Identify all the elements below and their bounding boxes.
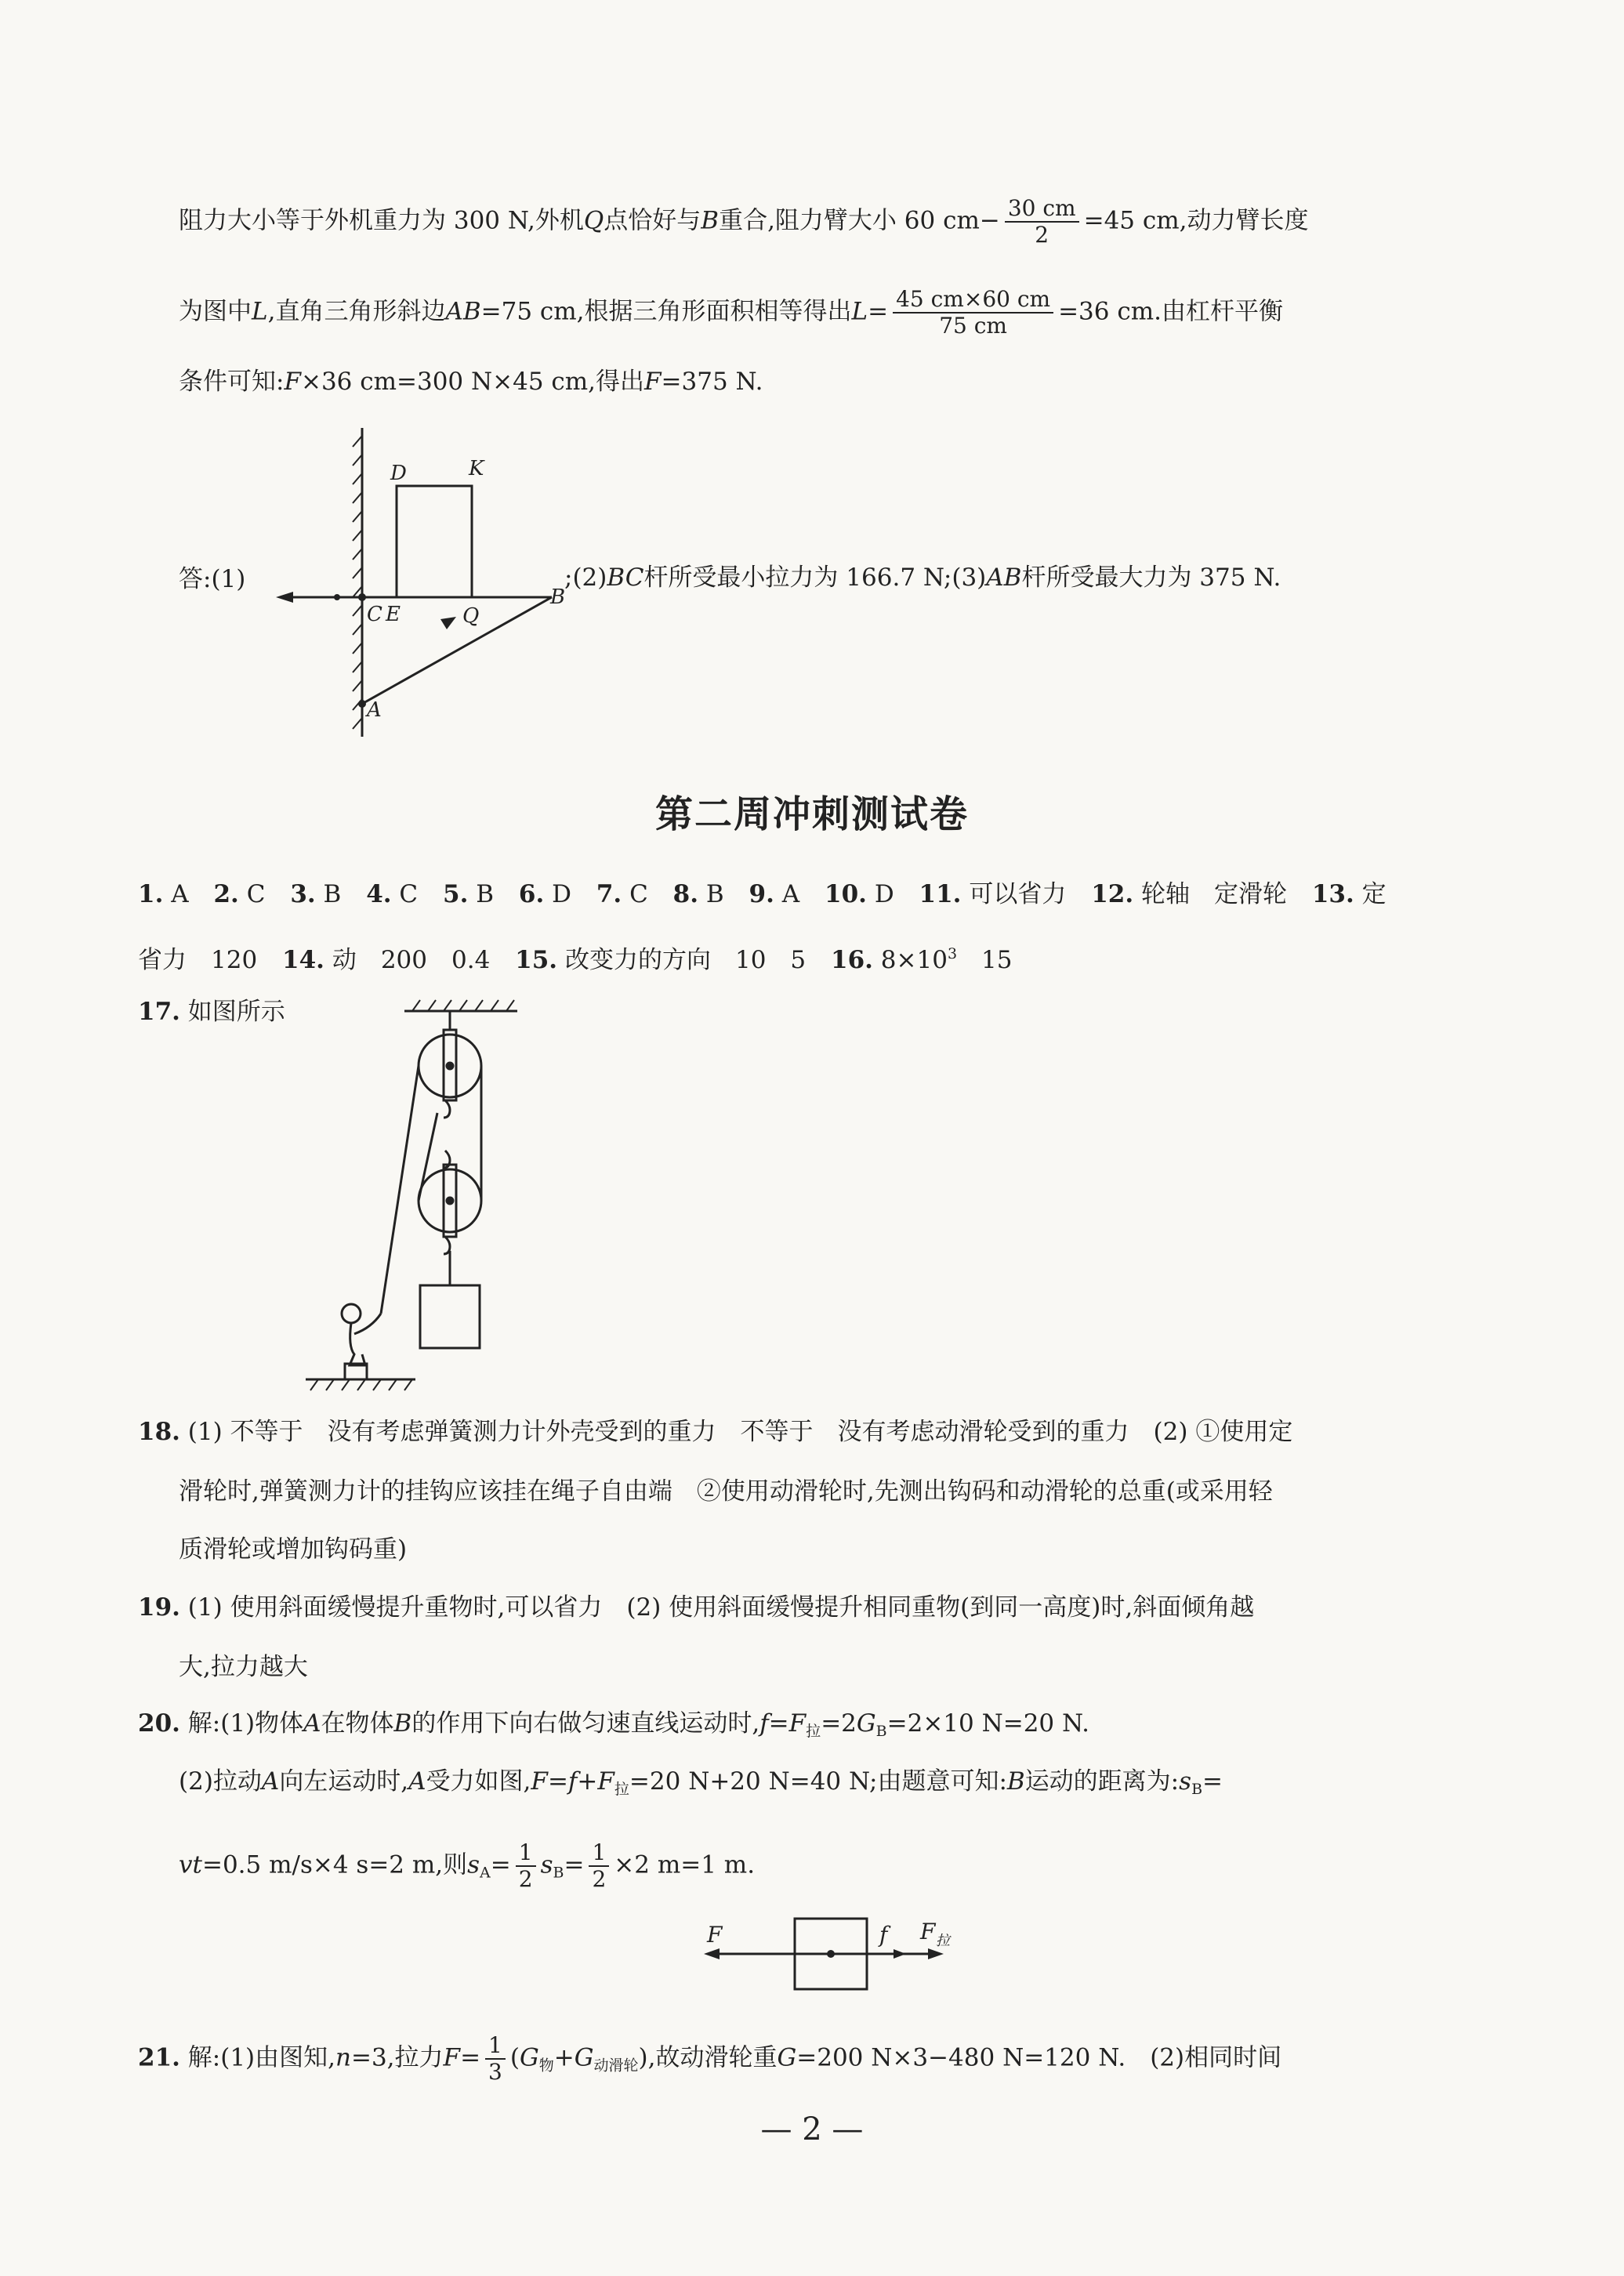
- q19-line-2: 大,拉力越大: [179, 1653, 308, 1681]
- label-Q: Q: [462, 604, 480, 628]
- text-line: 阻力大小等于外机重力为 300 N,外机Q点恰好与B重合,阻力臂大小 60 cm− $\frac{30 cm}{2}$ =45 cm,动力臂长度: [179, 195, 1309, 248]
- label-f: f: [879, 1922, 888, 1948]
- label-E: E: [386, 603, 401, 626]
- fraction: $\frac{1}{2}$: [516, 1840, 536, 1892]
- q18-line-3: 质滑轮或增加钩码重): [179, 1535, 408, 1564]
- label-B: B: [550, 585, 566, 609]
- answer-line: ;(2)BC杆所受最小拉力为 166.7 N;(3)AB杆所受最大力为 375 N.: [564, 564, 1281, 592]
- label-la: 拉: [936, 1933, 950, 1949]
- fraction: $\frac{1}{3}$: [485, 2033, 506, 2085]
- label-C: C: [367, 603, 382, 626]
- q18-line-1: 18. (1) 不等于 没有考虑弹簧测力计外壳受到的重力 不等于 没有考虑动滑轮受到的重力 (2) ①使用定: [138, 1418, 1293, 1446]
- q21-line-1: 21. 解:(1)由图知,n=3,拉力F= $\frac{1}{3}$ $(G_物+G_{动滑轮})$,故动滑轮重G=200 N×3−480 N=120 N. (2)相同时间: [138, 2032, 1282, 2085]
- q20-line-1: 20. 解:(1)物体A在物体B的作用下向右做匀速直线运动时$,f=F_拉=2G_B=2\times 10$ N=20 N.: [138, 1709, 1089, 1740]
- text-line: 为图中L,直角三角形斜边AB=75 cm,根据三角形面积相等得出L= $\frac{45 cm\times 60 cm}{75 cm}$ =36 cm.由杠杆平衡: [179, 286, 1283, 339]
- label-D: D: [390, 462, 407, 485]
- text-line: 条件可知:F×36 cm=300 N×45 cm,得出F=375 N.: [179, 368, 763, 396]
- section-title: 第二周冲刺测试卷: [654, 792, 969, 836]
- q20-line-3: vt=0.5 m/s×4 s=2 m,则$s_A=$ $\frac{1}{2}$ $s_B=$ $\frac{1}{2}$ ×2 m=1 m.: [179, 1839, 756, 1892]
- label-F-la: F: [920, 1919, 936, 1944]
- answer-prefix: 答:(1): [179, 565, 246, 593]
- fraction: $\frac{30 cm}{2}$: [1005, 196, 1079, 248]
- q20-line-2: (2)拉动A向左运动时,A受力如图$,F=f+F_拉=20$ N+20 N=40 N;由题意可知:B运动的距离为$:s_B=$: [179, 1767, 1223, 1798]
- answers-row-2: 省力 120 14. 动 200 0.4 15. 改变力的方向 10 5 16. $8\times 10^3$ 15: [138, 945, 1013, 974]
- fraction: $\frac{45 cm\times 60 cm}{75 cm}$: [893, 287, 1053, 339]
- label-K: K: [469, 457, 484, 480]
- label-F: F: [707, 1922, 723, 1948]
- q19-line-1: 19. (1) 使用斜面缓慢提升重物时,可以省力 (2) 使用斜面缓慢提升相同重物(到同一高度)时,斜面倾角越: [138, 1593, 1255, 1622]
- answers-row-1: 1. A 2. C 3. B 4. C 5. B 6. D 7. C 8. B 9. A 10. D 11. 可以省力 12. 轮轴 定滑轮 13. 定: [138, 880, 1387, 908]
- fraction: $\frac{1}{2}$: [589, 1840, 609, 1892]
- q17-line: 17. 如图所示: [138, 998, 285, 1026]
- q18-line-2: 滑轮时,弹簧测力计的挂钩应该挂在绳子自由端 ②使用动滑轮时,先测出钩码和动滑轮的总重(或采用轻: [179, 1477, 1273, 1506]
- label-A: A: [367, 698, 382, 722]
- page-number: — 2 —: [760, 2111, 864, 2147]
